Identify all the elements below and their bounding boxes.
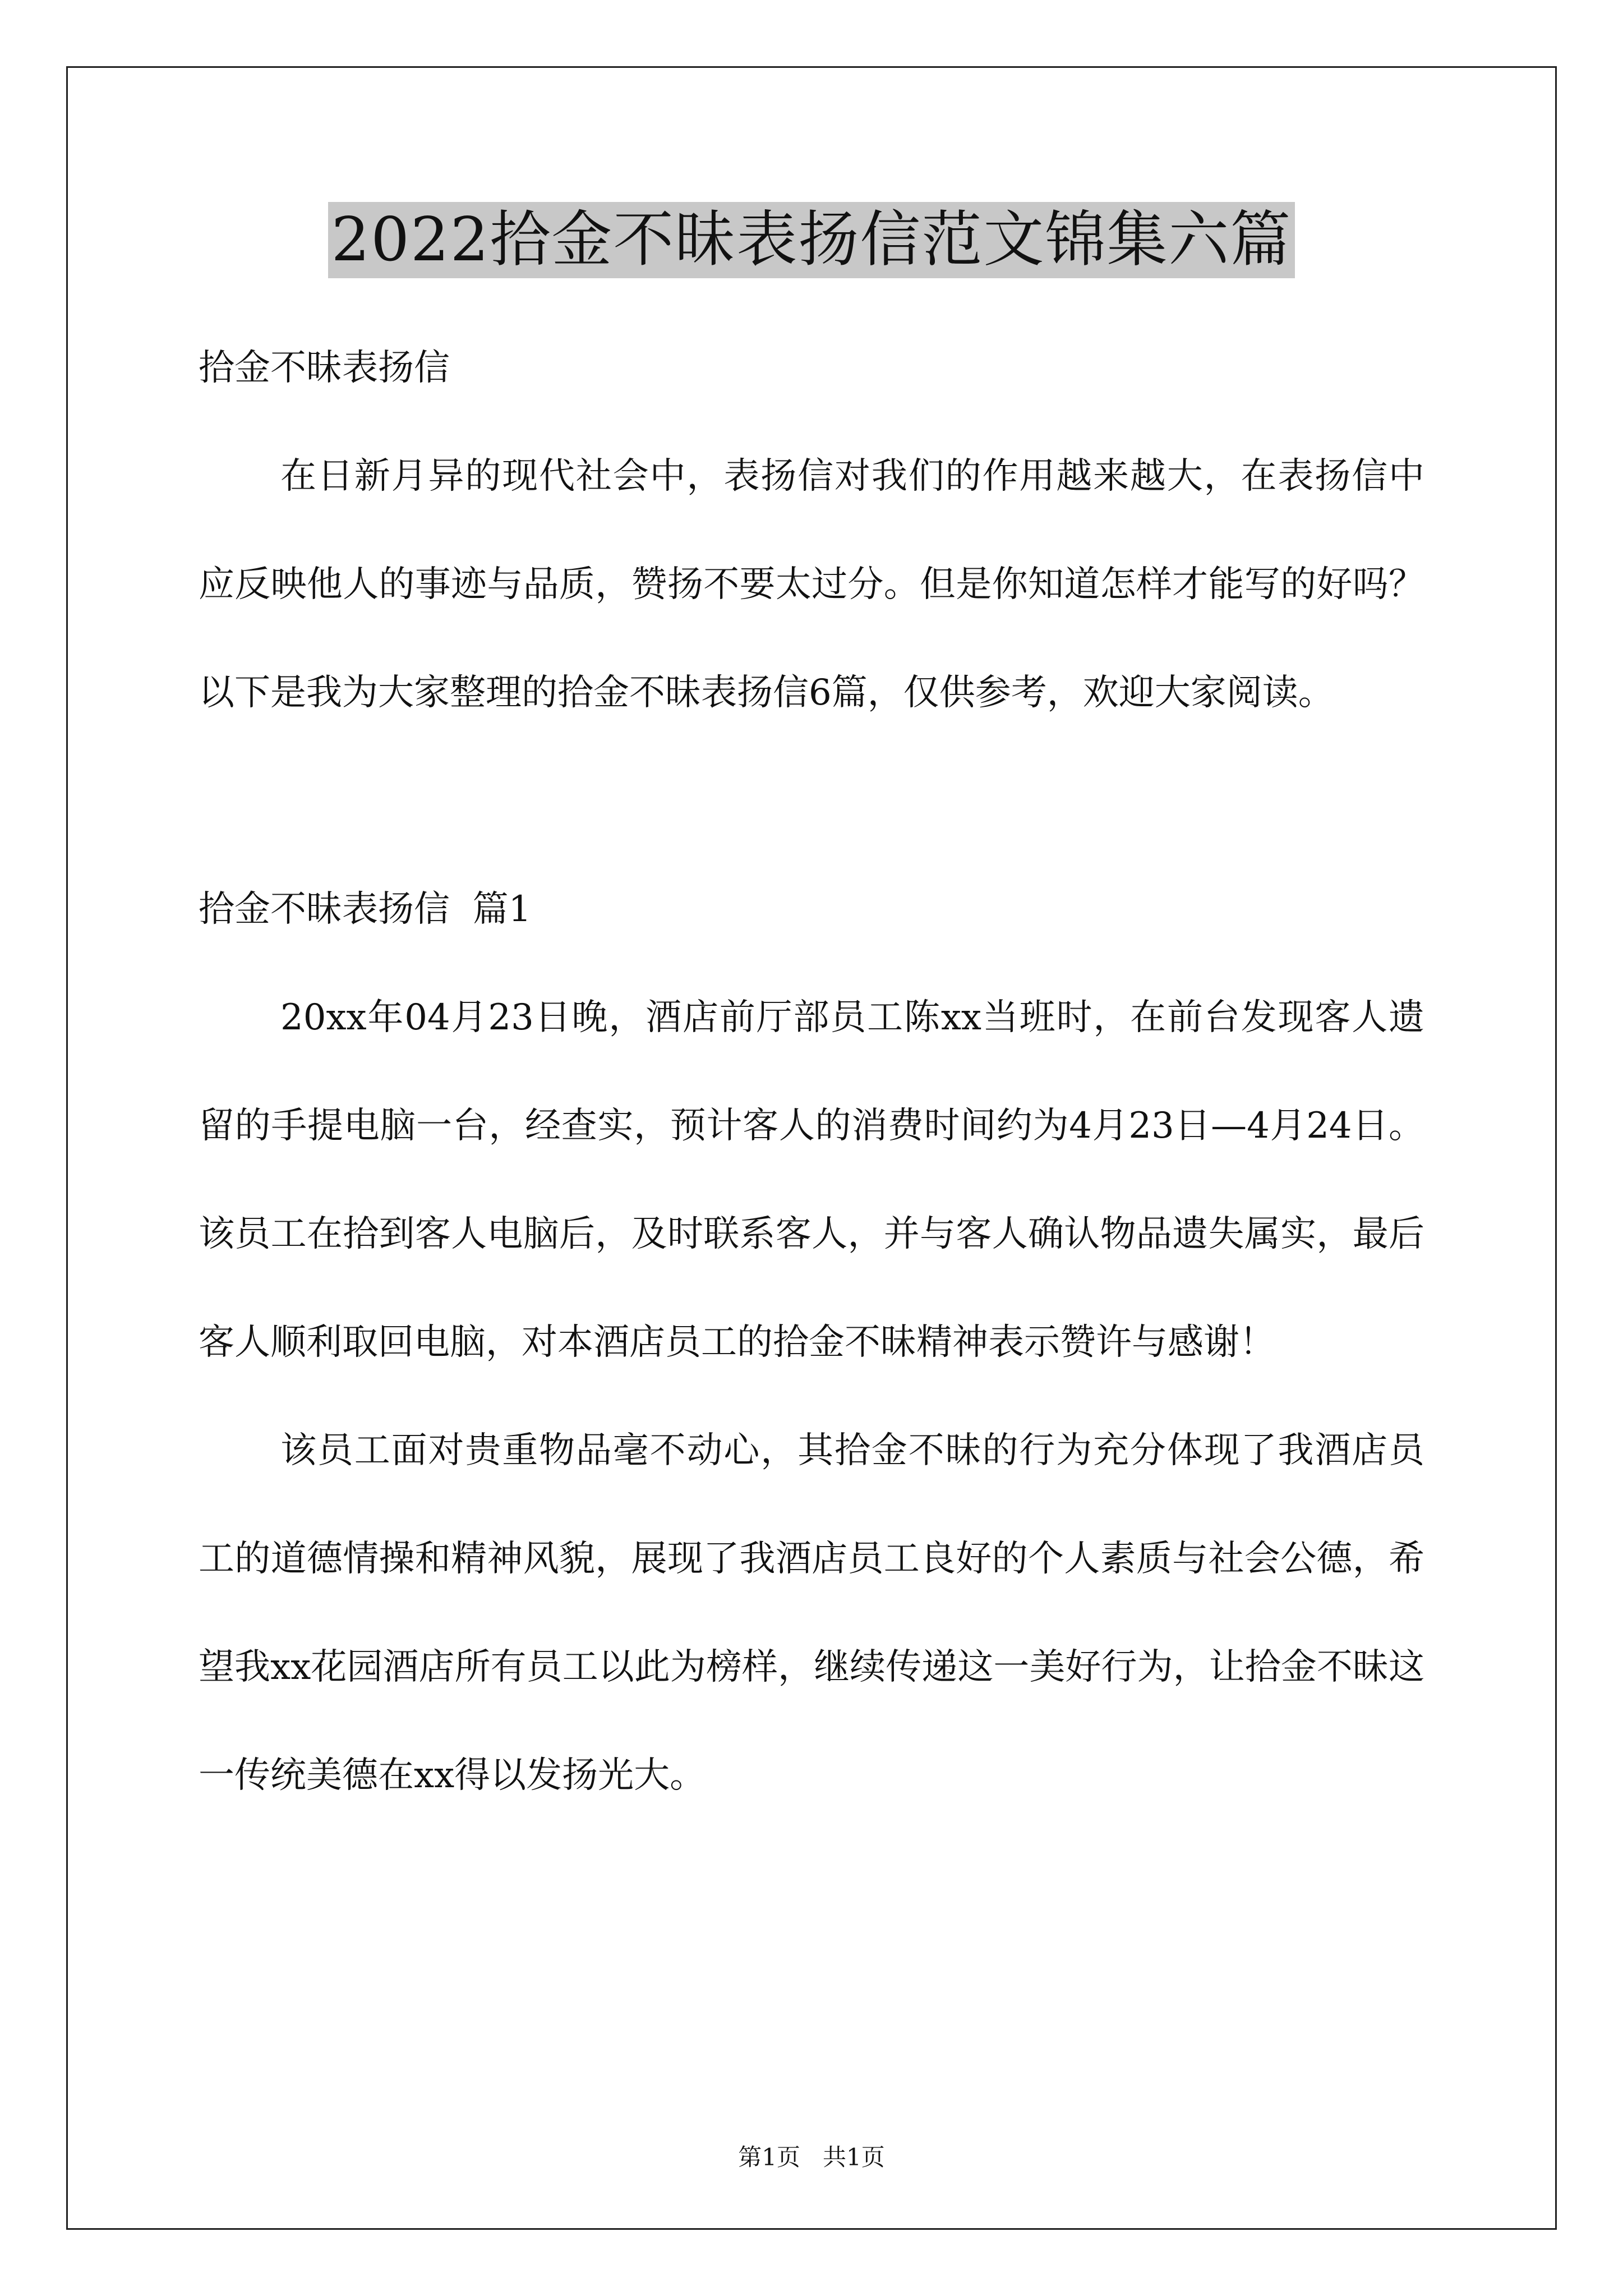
section1-paragraph-1: 20xx年04月23日晚，酒店前厅部员工陈xx当班时，在前台发现客人遗留的手提电脑一台，经查实，预计客人的消费时间约为4月23日—4月24日。该员工在拾到客人电脑后，及时联系客人，并与客人确认物品遗失属实，最后客人顺利取回电脑，对本酒店员工的拾金不昧精神表示赞许与感谢！ [199, 997, 1424, 1363]
page-number: 第1页 [738, 2143, 800, 2171]
intro-paragraph: 在日新月异的现代社会中，表扬信对我们的作用越来越大，在表扬信中应反映他人的事迹与品质，赞扬不要太过分。但是你知道怎样才能写的好吗？以下是我为大家整理的拾金不昧表扬信6篇，仅供参考，欢迎大家阅读。 [199, 455, 1424, 714]
document-body [199, 314, 1424, 1830]
section-spacer [199, 747, 1424, 855]
document-title: 2022拾金不昧表扬信范文锦集六篇 [328, 202, 1295, 278]
intro-heading: 拾金不昧表扬信 [199, 347, 450, 389]
page-footer [0, 2142, 1623, 2173]
title-container [0, 202, 1623, 278]
page-total: 共1页 [823, 2143, 885, 2171]
section1-heading: 拾金不昧表扬信 篇1 [199, 889, 532, 930]
section1-paragraph-2: 该员工面对贵重物品毫不动心，其拾金不昧的行为充分体现了我酒店员工的道德情操和精神风貌，展现了我酒店员工良好的个人素质与社会公德，希望我xx花园酒店所有员工以此为榜样，继续传递这一美好行为，让拾金不昧这一传统美德在xx得以发扬光大。 [199, 1430, 1424, 1796]
